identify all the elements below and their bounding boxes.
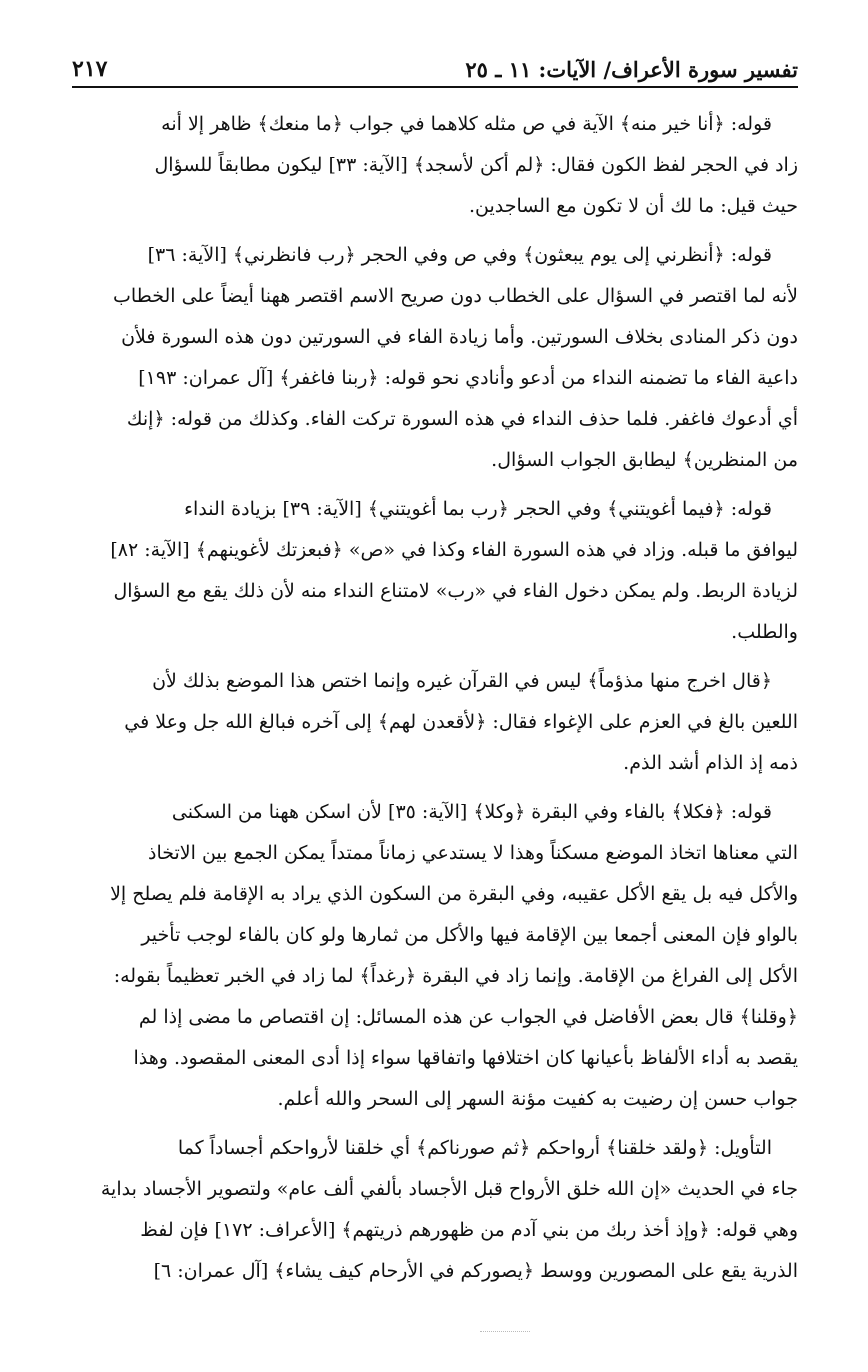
paragraph-2: قوله: ﴿أنظرني إلى يوم يبعثون﴾ وفي ص وفي الحجر ﴿رب فانظرني﴾ [الآية: ٣٦] لأنه لما اقتصر في السؤال على الخطاب دون صريح الاسم اقتصر ههنا أيضاً على الخطاب دون ذكر المنادى بخلاف السورتين. وأما زيادة الفاء في السورتين دون هذه السورة فلأن داعية الفاء ما تضمنه النداء من أدعو وأنادي نحو قوله: ﴿ربنا فاغفر﴾ [آل عمران: ١٩٣] أي أدعوك فاغفر. فلما حذف النداء في هذه السورة تركت الفاء. وكذلك من قوله: ﴿إنك من المنظرين﴾ ليطابق الجواب السؤال. bbox=[112, 244, 798, 471]
paragraph-3: قوله: ﴿فيما أغويتني﴾ وفي الحجر ﴿رب بما أغويتني﴾ [الآية: ٣٩] بزيادة النداء ليوافق ما قبله. وزاد في هذه السورة الفاء وكذا في «ص» ﴿فبعزتك لأغوينهم﴾ [الآية: ٨٢] لزيادة الربط. ولم يمكن دخول الفاء في «رب» لامتناع النداء منه لأن ذلك يقع مع السؤال والطلب. bbox=[110, 498, 798, 643]
page-body bbox=[70, 104, 798, 1300]
paragraph-6: التأويل: ﴿ولقد خلقنا﴾ أرواحكم ﴿ثم صورناكم﴾ أي خلقنا لأرواحكم أجساداً كما جاء في الحديث «إن الله خلق الأرواح قبل الأجساد بألفي ألف عام» ولتصوير الأجساد بداية وهي قوله: ﴿وإذ أخذ ربك من بني آدم من ظهورهم ذريتهم﴾ [الأعراف: ١٧٢] فإن لفظ الذرية يقع على المصورين ووسط ﴿يصوركم في الأرحام كيف يشاء﴾ [آل عمران: ٦] bbox=[100, 1137, 798, 1282]
paragraph-5: قوله: ﴿فكلا﴾ بالفاء وفي البقرة ﴿وكلا﴾ [الآية: ٣٥] لأن اسكن ههنا من السكنى التي معناها اتخاذ الموضع مسكناً وهذا لا يستدعي زماناً ممتداً يمكن الجمع بين الاتخاذ والأكل فيه بل يقع الأكل عقيبه، وفي البقرة من السكون الذي يراد به الإقامة فلم يصلح إلا بالواو فإن المعنى أجمعا بين الإقامة فيها والأكل من ثمارها ولو كان بالفاء لوجب تأخير الأكل إلى الفراغ من الإقامة. وإنما زاد في البقرة ﴿رغداً﴾ لما زاد في الخبر تعظيماً بقوله: ﴿وقلنا﴾ قال بعض الأفاضل في الجواب عن هذه المسائل: إن اقتصاص ما مضى إذا لم يقصد به أداء الألفاظ بأعيانها كان اختلافها واتفاقها سواء إذا أدى المعنى المقصود. وهذا جواب حسن إن رضيت به كفيت مؤنة السهر إلى السحر والله أعلم. bbox=[110, 801, 798, 1110]
running-title: تفسير سورة الأعراف/ الآيات: ١١ ـ ٢٥ bbox=[465, 57, 798, 82]
paragraph-1: قوله: ﴿أنا خير منه﴾ الآية في ص مثله كلاهما في جواب ﴿ما منعك﴾ ظاهر إلا أنه زاد في الحجر لفظ الكون فقال: ﴿لم أكن لأسجد﴾ [الآية: ٣٣] ليكون مطابقاً للسؤال حيث قيل: ما لك أن لا تكون مع الساجدين. bbox=[154, 113, 798, 217]
paragraph-4: ﴿قال اخرج منها مذؤماً﴾ ليس في القرآن غيره وإنما اختص هذا الموضع بذلك لأن اللعين بالغ في العزم على الإغواء فقال: ﴿لأقعدن لهم﴾ إلى آخره فبالغ الله جل وعلا في ذمه إذ الذام أشد الذم. bbox=[124, 670, 798, 774]
page-number: ٢١٧ bbox=[72, 56, 108, 82]
page-header bbox=[72, 50, 798, 88]
footer-divider bbox=[480, 1331, 530, 1334]
